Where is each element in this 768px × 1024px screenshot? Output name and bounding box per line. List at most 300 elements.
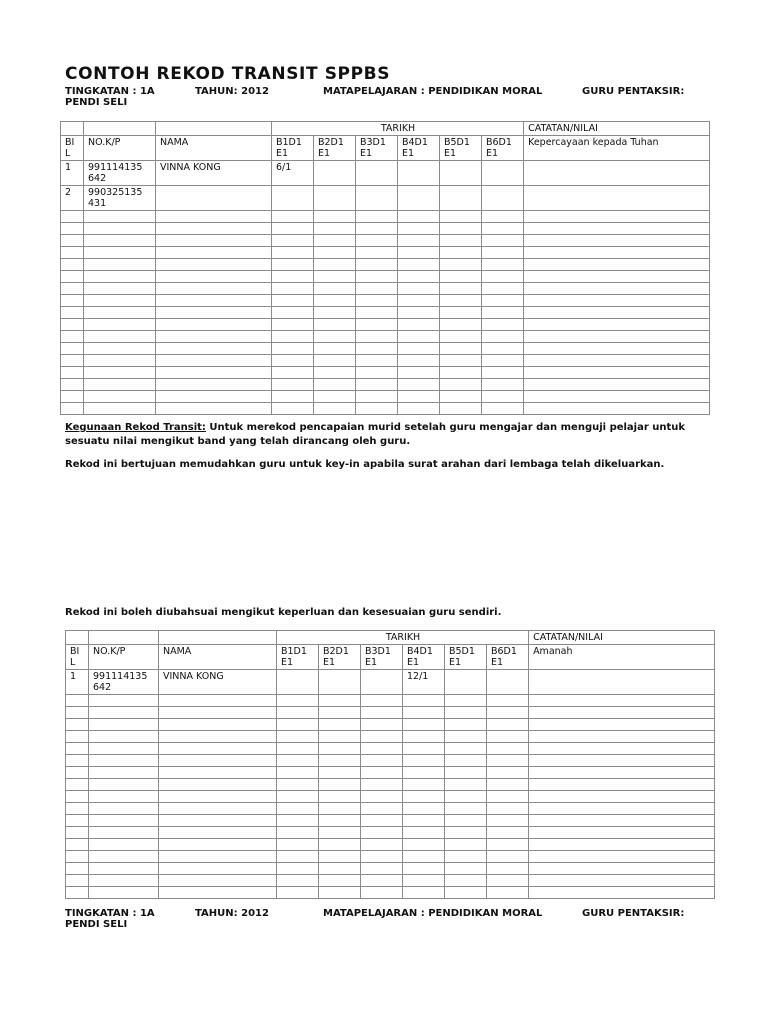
empty-cell xyxy=(403,826,445,838)
nama-header: NAMA xyxy=(156,135,272,160)
bil-header xyxy=(61,135,84,160)
empty-cell xyxy=(445,886,487,898)
empty-cell xyxy=(272,234,314,246)
empty-cell xyxy=(277,706,319,718)
empty-cell xyxy=(482,342,524,354)
table-row xyxy=(61,185,710,210)
empty-cell xyxy=(66,862,89,874)
empty-cell xyxy=(159,814,277,826)
empty-cell xyxy=(361,778,403,790)
empty-cell xyxy=(445,862,487,874)
empty-cell xyxy=(398,294,440,306)
empty-cell xyxy=(440,234,482,246)
band-cell xyxy=(398,185,440,210)
empty-cell xyxy=(84,402,156,414)
band-header-2 xyxy=(314,135,356,160)
empty-row xyxy=(61,378,710,390)
empty-row xyxy=(66,754,715,766)
empty-cell xyxy=(361,862,403,874)
band-header-3 xyxy=(356,135,398,160)
empty-cell xyxy=(61,402,84,414)
ubahsuai-paragraph: Rekod ini boleh diubahsuai mengikut keperluan dan kesesuaian guru sendiri. xyxy=(65,607,502,618)
footer-guru-pentaksir-label: GURU PENTAKSIR: xyxy=(582,908,685,919)
empty-cell xyxy=(61,342,84,354)
band-header-5 xyxy=(440,135,482,160)
empty-cell xyxy=(356,282,398,294)
empty-cell xyxy=(61,282,84,294)
empty-cell xyxy=(403,874,445,886)
empty-cell xyxy=(445,694,487,706)
empty-cell xyxy=(61,318,84,330)
empty-row xyxy=(66,790,715,802)
empty-cell xyxy=(66,886,89,898)
tingkatan-label: TINGKATAN : 1A xyxy=(65,86,155,97)
empty-row xyxy=(66,694,715,706)
empty-cell xyxy=(272,222,314,234)
footer-tahun-label: TAHUN: 2012 xyxy=(195,908,269,919)
empty-cell xyxy=(159,742,277,754)
empty-cell xyxy=(84,210,156,222)
empty-cell xyxy=(277,826,319,838)
empty-row xyxy=(66,862,715,874)
empty-cell xyxy=(159,706,277,718)
empty-cell xyxy=(272,294,314,306)
nama-cell xyxy=(156,185,272,210)
band-cell xyxy=(319,669,361,694)
empty-cell xyxy=(277,718,319,730)
band-cell xyxy=(445,669,487,694)
empty-cell xyxy=(524,234,710,246)
empty-cell xyxy=(319,766,361,778)
empty-cell xyxy=(84,234,156,246)
empty-cell xyxy=(482,270,524,282)
empty-cell xyxy=(487,766,529,778)
empty-cell xyxy=(398,318,440,330)
empty-cell xyxy=(445,838,487,850)
empty-cell xyxy=(319,838,361,850)
empty-cell xyxy=(487,778,529,790)
cell-line: B1D1 xyxy=(281,645,307,657)
empty-cell xyxy=(84,342,156,354)
empty-cell xyxy=(403,754,445,766)
empty-cell xyxy=(482,330,524,342)
empty-cell xyxy=(356,390,398,402)
empty-cell xyxy=(361,694,403,706)
empty-cell xyxy=(159,766,277,778)
empty-cell xyxy=(61,246,84,258)
empty-cell xyxy=(272,354,314,366)
empty-row xyxy=(66,802,715,814)
cell-line: E1 xyxy=(444,148,457,159)
empty-cell xyxy=(156,210,272,222)
empty-cell xyxy=(356,294,398,306)
empty-row xyxy=(66,730,715,742)
empty-cell xyxy=(440,318,482,330)
empty-cell xyxy=(482,318,524,330)
empty-cell xyxy=(482,390,524,402)
empty-cell xyxy=(403,802,445,814)
empty-cell xyxy=(403,850,445,862)
empty-cell xyxy=(356,318,398,330)
empty-cell xyxy=(66,814,89,826)
empty-cell xyxy=(356,342,398,354)
table-header-row xyxy=(61,122,710,136)
header-blank-cell xyxy=(84,122,156,136)
empty-cell xyxy=(277,862,319,874)
empty-cell xyxy=(89,694,159,706)
empty-cell xyxy=(445,874,487,886)
empty-cell xyxy=(272,210,314,222)
empty-row xyxy=(61,258,710,270)
empty-cell xyxy=(314,222,356,234)
cell-line: E1 xyxy=(407,657,420,668)
band-header-6 xyxy=(487,644,529,669)
empty-cell xyxy=(314,342,356,354)
empty-cell xyxy=(66,766,89,778)
empty-cell xyxy=(89,718,159,730)
empty-cell xyxy=(398,354,440,366)
band-header-2 xyxy=(319,644,361,669)
empty-cell xyxy=(440,342,482,354)
empty-cell xyxy=(403,838,445,850)
empty-row xyxy=(66,742,715,754)
nokp-cell xyxy=(84,160,156,185)
empty-row xyxy=(61,210,710,222)
empty-row xyxy=(66,706,715,718)
cell-line: 642 xyxy=(88,173,107,184)
empty-cell xyxy=(66,826,89,838)
empty-cell xyxy=(61,294,84,306)
empty-cell xyxy=(482,294,524,306)
empty-cell xyxy=(314,306,356,318)
empty-cell xyxy=(89,730,159,742)
empty-cell xyxy=(89,790,159,802)
nokp-cell xyxy=(84,185,156,210)
nokp-header: NO.K/P xyxy=(89,644,159,669)
empty-cell xyxy=(440,306,482,318)
empty-cell xyxy=(159,718,277,730)
empty-cell xyxy=(156,258,272,270)
empty-cell xyxy=(89,814,159,826)
empty-cell xyxy=(277,802,319,814)
empty-row xyxy=(61,306,710,318)
empty-cell xyxy=(529,826,715,838)
cell-line: BI xyxy=(65,136,75,148)
empty-cell xyxy=(277,874,319,886)
empty-cell xyxy=(524,246,710,258)
empty-cell xyxy=(277,730,319,742)
footer-guru-name: PENDI SELI xyxy=(65,919,128,930)
empty-cell xyxy=(66,850,89,862)
empty-cell xyxy=(445,790,487,802)
empty-cell xyxy=(84,378,156,390)
empty-cell xyxy=(398,270,440,282)
cell-line: 642 xyxy=(93,682,112,693)
catatan-header: CATATAN/NILAI xyxy=(529,631,715,645)
empty-cell xyxy=(524,282,710,294)
empty-cell xyxy=(529,802,715,814)
empty-cell xyxy=(445,718,487,730)
empty-cell xyxy=(487,862,529,874)
nama-cell: VINNA KONG xyxy=(156,160,272,185)
empty-cell xyxy=(156,318,272,330)
empty-cell xyxy=(156,282,272,294)
nama-header: NAMA xyxy=(159,644,277,669)
cell-line: E1 xyxy=(281,657,294,668)
note-cell xyxy=(524,160,710,185)
empty-cell xyxy=(314,390,356,402)
cell-line: B2D1 xyxy=(323,645,349,657)
empty-cell xyxy=(524,270,710,282)
empty-cell xyxy=(89,850,159,862)
cell-line: E1 xyxy=(402,148,415,159)
empty-cell xyxy=(361,886,403,898)
empty-cell xyxy=(529,766,715,778)
empty-cell xyxy=(61,366,84,378)
empty-cell xyxy=(398,402,440,414)
empty-cell xyxy=(272,402,314,414)
empty-cell xyxy=(277,742,319,754)
empty-cell xyxy=(403,706,445,718)
band-cell xyxy=(482,160,524,185)
empty-cell xyxy=(403,814,445,826)
empty-row xyxy=(61,270,710,282)
empty-cell xyxy=(487,790,529,802)
guru-pentaksir-label: GURU PENTAKSIR: xyxy=(582,86,685,97)
table-row xyxy=(66,669,715,694)
empty-row xyxy=(66,838,715,850)
empty-cell xyxy=(482,306,524,318)
tahun-label: TAHUN: 2012 xyxy=(195,86,269,97)
tarikh-header: TARIKH xyxy=(272,122,524,136)
empty-cell xyxy=(272,282,314,294)
nokp-cell xyxy=(89,669,159,694)
cell-line: B6D1 xyxy=(486,136,512,148)
table-subheader-row xyxy=(66,644,715,669)
cell-line: 990325135 xyxy=(88,186,143,198)
page-title: CONTOH REKOD TRANSIT SPPBS xyxy=(65,64,391,84)
empty-cell xyxy=(159,826,277,838)
empty-row xyxy=(61,366,710,378)
empty-cell xyxy=(445,766,487,778)
empty-cell xyxy=(361,742,403,754)
cell-line: L xyxy=(65,148,71,159)
nilai-header: Kepercayaan kepada Tuhan xyxy=(524,135,710,160)
empty-cell xyxy=(277,694,319,706)
empty-cell xyxy=(89,766,159,778)
empty-cell xyxy=(66,802,89,814)
empty-cell xyxy=(524,342,710,354)
empty-cell xyxy=(440,282,482,294)
empty-cell xyxy=(445,730,487,742)
band-header-5 xyxy=(445,644,487,669)
empty-cell xyxy=(487,706,529,718)
empty-cell xyxy=(66,706,89,718)
empty-cell xyxy=(440,294,482,306)
empty-cell xyxy=(89,862,159,874)
empty-cell xyxy=(319,754,361,766)
empty-cell xyxy=(159,862,277,874)
empty-cell xyxy=(445,778,487,790)
nokp-header: NO.K/P xyxy=(84,135,156,160)
empty-cell xyxy=(84,318,156,330)
empty-row xyxy=(61,246,710,258)
empty-row xyxy=(66,814,715,826)
empty-cell xyxy=(272,378,314,390)
empty-cell xyxy=(361,874,403,886)
empty-cell xyxy=(440,366,482,378)
empty-cell xyxy=(445,706,487,718)
empty-cell xyxy=(319,862,361,874)
empty-cell xyxy=(356,366,398,378)
empty-cell xyxy=(319,730,361,742)
cell-line: 991114135 xyxy=(88,161,143,173)
empty-cell xyxy=(524,378,710,390)
table-subheader-row xyxy=(61,135,710,160)
empty-cell xyxy=(159,850,277,862)
empty-cell xyxy=(314,246,356,258)
cell-line: 991114135 xyxy=(93,670,148,682)
empty-cell xyxy=(319,850,361,862)
empty-cell xyxy=(440,270,482,282)
empty-cell xyxy=(361,790,403,802)
empty-cell xyxy=(529,862,715,874)
cell-line: B5D1 xyxy=(444,136,470,148)
kegunaan-text: Untuk merekod pencapaian murid setelah guru mengajar dan menguji pelajar untuk sesuatu nilai mengikut band yang telah dirancang oleh guru. xyxy=(65,422,686,447)
empty-cell xyxy=(272,258,314,270)
empty-cell xyxy=(156,366,272,378)
empty-cell xyxy=(403,862,445,874)
empty-cell xyxy=(398,378,440,390)
empty-cell xyxy=(66,874,89,886)
empty-cell xyxy=(398,234,440,246)
empty-cell xyxy=(89,886,159,898)
empty-cell xyxy=(524,354,710,366)
empty-cell xyxy=(272,366,314,378)
empty-cell xyxy=(524,330,710,342)
empty-cell xyxy=(61,306,84,318)
empty-cell xyxy=(319,694,361,706)
empty-cell xyxy=(84,246,156,258)
empty-cell xyxy=(89,742,159,754)
empty-cell xyxy=(66,730,89,742)
band-header-1 xyxy=(272,135,314,160)
empty-row xyxy=(66,826,715,838)
empty-cell xyxy=(84,258,156,270)
empty-cell xyxy=(314,402,356,414)
empty-cell xyxy=(398,330,440,342)
empty-cell xyxy=(529,874,715,886)
empty-cell xyxy=(277,814,319,826)
cell-line: B3D1 xyxy=(365,645,391,657)
empty-cell xyxy=(159,790,277,802)
empty-cell xyxy=(529,790,715,802)
empty-cell xyxy=(89,826,159,838)
empty-cell xyxy=(272,318,314,330)
cell-line: E1 xyxy=(449,657,462,668)
empty-cell xyxy=(272,330,314,342)
band-cell xyxy=(356,160,398,185)
empty-cell xyxy=(440,330,482,342)
empty-cell xyxy=(487,730,529,742)
cell-line: E1 xyxy=(276,148,289,159)
empty-cell xyxy=(524,258,710,270)
empty-cell xyxy=(529,886,715,898)
nama-cell: VINNA KONG xyxy=(159,669,277,694)
empty-cell xyxy=(445,802,487,814)
kegunaan-label: Kegunaan Rekod Transit: xyxy=(65,422,206,433)
empty-cell xyxy=(156,306,272,318)
empty-cell xyxy=(159,874,277,886)
cell-line: E1 xyxy=(486,148,499,159)
empty-cell xyxy=(66,838,89,850)
empty-cell xyxy=(356,210,398,222)
band-cell xyxy=(314,160,356,185)
band-header-1 xyxy=(277,644,319,669)
empty-cell xyxy=(89,754,159,766)
empty-cell xyxy=(529,730,715,742)
header-blank-cell xyxy=(66,631,89,645)
empty-cell xyxy=(398,210,440,222)
cell-line: B6D1 xyxy=(491,645,517,657)
empty-row xyxy=(61,282,710,294)
empty-cell xyxy=(445,742,487,754)
cell-line: E1 xyxy=(365,657,378,668)
empty-cell xyxy=(319,706,361,718)
empty-cell xyxy=(440,258,482,270)
empty-row xyxy=(66,850,715,862)
empty-cell xyxy=(403,694,445,706)
empty-cell xyxy=(361,814,403,826)
band-header-4 xyxy=(398,135,440,160)
empty-cell xyxy=(398,366,440,378)
rekod-table-1 xyxy=(60,121,710,415)
empty-cell xyxy=(487,826,529,838)
empty-cell xyxy=(61,222,84,234)
empty-cell xyxy=(89,838,159,850)
empty-cell xyxy=(277,754,319,766)
empty-cell xyxy=(398,306,440,318)
header-meta xyxy=(65,86,715,112)
empty-cell xyxy=(440,378,482,390)
footer-matapelajaran-label: MATAPELAJARAN : PENDIDIKAN MORAL xyxy=(323,908,543,919)
empty-cell xyxy=(314,330,356,342)
empty-cell xyxy=(156,246,272,258)
empty-row xyxy=(61,294,710,306)
empty-cell xyxy=(89,778,159,790)
empty-cell xyxy=(487,814,529,826)
header-blank-cell xyxy=(156,122,272,136)
empty-row xyxy=(61,330,710,342)
empty-cell xyxy=(61,378,84,390)
empty-cell xyxy=(529,838,715,850)
header-blank-cell xyxy=(89,631,159,645)
empty-cell xyxy=(156,390,272,402)
empty-cell xyxy=(361,766,403,778)
cell-line: B4D1 xyxy=(402,136,428,148)
empty-cell xyxy=(61,330,84,342)
band-cell xyxy=(272,185,314,210)
empty-cell xyxy=(487,850,529,862)
empty-cell xyxy=(356,354,398,366)
cell-line: B2D1 xyxy=(318,136,344,148)
empty-cell xyxy=(272,306,314,318)
empty-cell xyxy=(361,826,403,838)
empty-row xyxy=(61,234,710,246)
empty-cell xyxy=(314,318,356,330)
empty-cell xyxy=(272,390,314,402)
empty-cell xyxy=(403,886,445,898)
